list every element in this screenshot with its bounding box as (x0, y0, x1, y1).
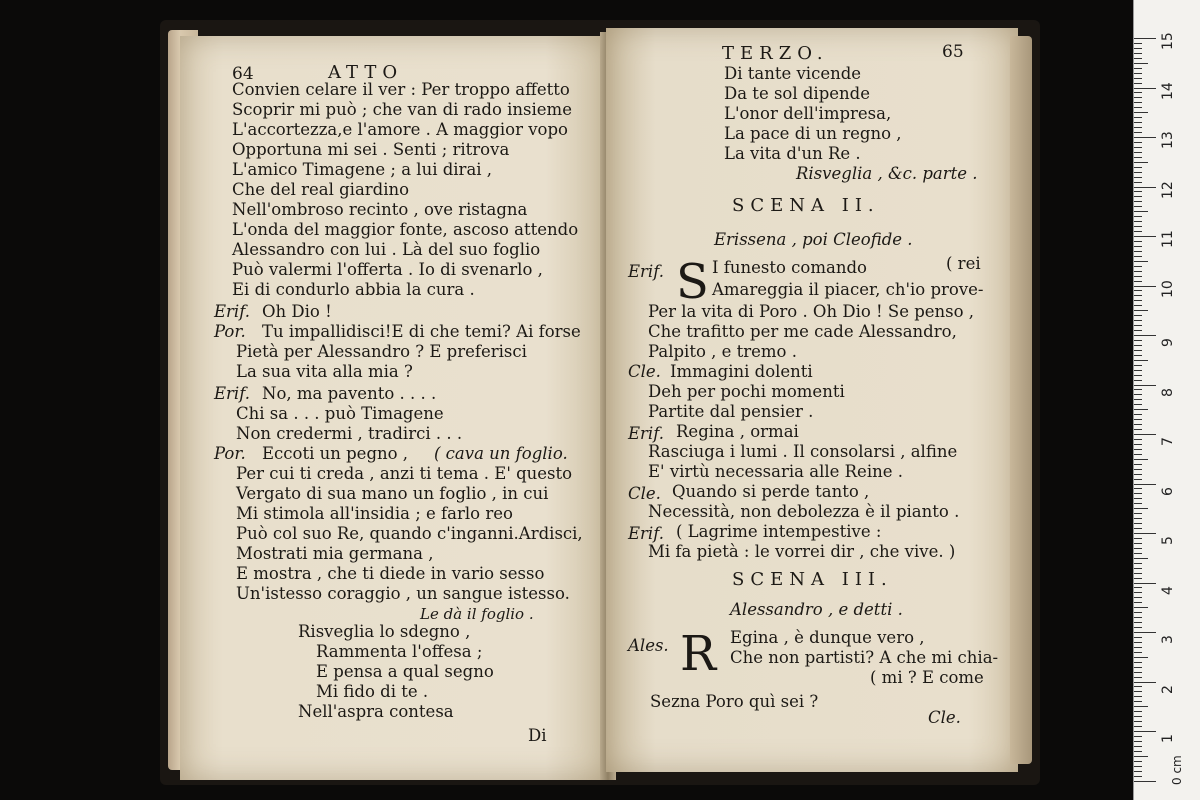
aria-line: La vita d'un Re . (724, 144, 861, 163)
aria-line: Rammenta l'offesa ; (316, 642, 483, 661)
ruler-tick (1134, 147, 1142, 148)
aria-end: Risveglia , &c. parte . (796, 164, 978, 183)
ruler-tick (1134, 409, 1148, 410)
ruler-tick (1134, 315, 1142, 316)
text-line: Necessità, non debolezza è il pianto . (648, 502, 960, 521)
ruler-tick (1134, 132, 1142, 133)
text-line: Che del real giardino (232, 180, 410, 199)
ruler-tick (1134, 528, 1142, 529)
text-line: Può valermi l'offerta . Io di svenarlo , (232, 260, 543, 279)
ruler-tick (1134, 736, 1142, 737)
ruler-tick (1134, 602, 1142, 603)
ruler-tick (1134, 558, 1148, 559)
ruler-tick (1134, 216, 1142, 217)
ruler-tick (1134, 266, 1142, 267)
text-line: Palpito , e tremo . (648, 342, 797, 361)
ruler-tick (1134, 271, 1142, 272)
ruler-tick (1134, 568, 1142, 569)
aria-line: Di tante vicende (724, 64, 862, 83)
ruler-tick (1134, 716, 1142, 717)
ruler-tick (1134, 553, 1142, 554)
ruler-tick (1134, 573, 1142, 574)
ruler-tick (1134, 394, 1142, 395)
ruler-tick (1134, 508, 1148, 509)
ruler-tick (1134, 583, 1156, 584)
ruler-unit-label: 0 cm (1170, 755, 1184, 785)
ruler-tick (1134, 627, 1142, 628)
ruler-tick (1134, 682, 1156, 683)
ruler-tick (1134, 781, 1156, 782)
ruler-tick (1134, 325, 1142, 326)
ruler-tick (1134, 464, 1142, 465)
ruler-tick (1134, 370, 1142, 371)
ruler-tick (1134, 350, 1142, 351)
ruler-tick (1134, 474, 1142, 475)
ruler-tick (1134, 686, 1142, 687)
ruler-tick (1134, 488, 1142, 489)
ruler-tick (1134, 375, 1142, 376)
speaker-cle: Cle. (628, 362, 661, 381)
ruler-tick (1134, 523, 1142, 524)
ruler-tick (1134, 751, 1142, 752)
text-line: E' virtù necessaria alle Reine . (648, 462, 903, 481)
speaker-erif: Erif. (628, 262, 664, 281)
ruler-tick (1134, 563, 1142, 564)
speaker-erif: Erif. (214, 302, 250, 321)
text-line: Rasciuga i lumi . Il consolarsi , alfine (648, 442, 958, 461)
ruler-tick (1134, 637, 1142, 638)
ruler-tick (1134, 414, 1142, 415)
ruler-tick (1134, 68, 1142, 69)
ruler-tick (1134, 360, 1148, 361)
ruler-tick (1134, 112, 1148, 113)
speaker-cle: Cle. (628, 484, 661, 503)
ruler-tick (1134, 172, 1142, 173)
ruler-tick (1134, 459, 1148, 460)
ruler-tick (1134, 295, 1142, 296)
text-line: Che non partisti? A che mi chia- (730, 648, 999, 667)
text-line: Vergato di sua mano un foglio , in cui (236, 484, 549, 503)
ruler-tick (1134, 305, 1142, 306)
ruler-tick (1134, 741, 1142, 742)
catchword: Di (528, 726, 547, 745)
ruler-tick (1134, 221, 1142, 222)
ruler-tick (1134, 276, 1142, 277)
ruler-tick (1134, 102, 1142, 103)
ruler-tick (1134, 578, 1142, 579)
text-line: Sezna Poro quì sei ? (650, 692, 819, 711)
text-line: Per la vita di Poro . Oh Dio ! Se penso , (648, 302, 975, 321)
aria-line: La pace di un regno , (724, 124, 902, 143)
text-line: L'accortezza,e l'amore . A maggior vopo (232, 120, 568, 139)
ruler-tick (1134, 261, 1148, 262)
ruler-tick (1134, 345, 1142, 346)
turnover: ( mi ? E come (870, 668, 984, 687)
ruler-tick (1134, 231, 1142, 232)
ruler-tick (1134, 632, 1156, 633)
ruler-tick (1134, 543, 1142, 544)
ruler-tick (1134, 766, 1142, 767)
ruler-tick (1134, 206, 1142, 207)
ruler-number: 8 (1160, 387, 1176, 397)
ruler-tick (1134, 251, 1142, 252)
ruler-tick (1134, 177, 1142, 178)
ruler-tick (1134, 424, 1142, 425)
ruler-tick (1134, 365, 1142, 366)
ruler-tick (1134, 533, 1156, 534)
ruler-tick (1134, 548, 1142, 549)
ruler-tick (1134, 211, 1148, 212)
text-line: Che trafitto per me cade Alessandro, (648, 322, 957, 341)
text-line: Tu impallidisci!E di che temi? Ai forse (262, 322, 581, 341)
ruler-tick (1134, 454, 1142, 455)
speaker-por: Por. (214, 444, 246, 463)
ruler-number: 15 (1160, 32, 1176, 50)
ruler-tick (1134, 587, 1142, 588)
ruler-tick (1134, 538, 1142, 539)
aria-line: Nell'aspra contesa (298, 702, 454, 721)
ruler-tick (1134, 187, 1156, 188)
ruler-tick (1134, 399, 1142, 400)
ruler-tick (1134, 513, 1142, 514)
ruler-tick (1134, 607, 1148, 608)
ruler-number: 5 (1160, 536, 1176, 545)
ruler-tick (1134, 711, 1142, 712)
text-line: Ei di condurlo abbia la cura . (232, 280, 475, 299)
ruler-tick (1134, 53, 1142, 54)
scene-heading: SCENA III. (732, 569, 893, 590)
aria-line: Mi fido di te . (316, 682, 429, 701)
ruler-tick (1134, 503, 1142, 504)
left-page (180, 36, 610, 780)
ruler-tick (1134, 776, 1142, 777)
ruler-tick (1134, 404, 1142, 405)
text-line: Chi sa . . . può Timagene (236, 404, 444, 423)
ruler-tick (1134, 771, 1142, 772)
text-line: Può col suo Re, quando c'inganni.Ardisci, (236, 524, 583, 543)
ruler-tick (1134, 652, 1142, 653)
left-running-head: ATTO (328, 62, 404, 83)
ruler-tick (1134, 83, 1142, 84)
ruler-tick (1134, 241, 1142, 242)
speaker-erif: Erif. (628, 424, 664, 443)
text-line: Alessandro con lui . Là del suo foglio (232, 240, 541, 259)
ruler-tick (1134, 592, 1142, 593)
drop-cap: S (676, 254, 709, 310)
ruler-tick (1134, 726, 1142, 727)
ruler-tick (1134, 434, 1156, 435)
speaker-erif: Erif. (214, 384, 250, 403)
ruler-tick (1134, 612, 1142, 613)
ruler-tick (1134, 419, 1142, 420)
right-running-head: TERZO. (722, 43, 829, 64)
ruler-number: 3 (1160, 635, 1176, 644)
text-line: Mi stimola all'insidia ; e farlo reo (236, 504, 513, 523)
ruler-tick (1134, 597, 1142, 598)
text-line: E mostra , che ti diede in vario sesso (236, 564, 545, 583)
ruler-number: 14 (1160, 81, 1176, 100)
text-line: Un'istesso coraggio , un sangue istesso. (236, 584, 570, 603)
ruler-tick (1134, 88, 1156, 89)
ruler-number: 11 (1160, 230, 1176, 248)
speaker-ales: Ales. (628, 636, 669, 655)
turnover: ( rei (946, 254, 981, 273)
ruler-tick (1134, 662, 1142, 663)
ruler-tick (1134, 672, 1142, 673)
aria-line: E pensa a qual segno (316, 662, 494, 681)
ruler-tick (1134, 479, 1142, 480)
text-line: Opportuna mi sei . Senti ; ritrova (232, 140, 510, 159)
text-line: Mostrati mia germana , (236, 544, 434, 563)
text-line: Mi fa pietà : le vorrei dir , che vive. ) (648, 542, 956, 561)
ruler-tick (1134, 63, 1148, 64)
ruler-tick (1134, 78, 1142, 79)
ruler-tick (1134, 226, 1142, 227)
ruler-tick (1134, 518, 1142, 519)
ruler-tick (1134, 355, 1142, 356)
ruler-tick (1134, 667, 1142, 668)
scene-characters: Alessandro , e detti . (730, 600, 903, 619)
ruler-number: 12 (1160, 180, 1176, 199)
ruler-tick (1134, 677, 1142, 678)
ruler-tick (1134, 191, 1142, 192)
text-line: Per cui ti creda , anzi ti tema . E' questo (236, 464, 573, 483)
text-line: Quando si perde tanto , (672, 482, 870, 501)
text-line: L'onda del maggior fonte, ascoso attendo (232, 220, 579, 239)
catchword: Cle. (928, 708, 961, 727)
ruler-number: 6 (1160, 486, 1176, 496)
ruler-tick (1134, 449, 1142, 450)
text-line: La sua vita alla mia ? (236, 362, 413, 381)
text-line: Convien celare il ver : Per troppo affetto (232, 80, 570, 99)
text-line: L'amico Timagene ; a lui dirai , (232, 160, 493, 179)
ruler-number: 2 (1160, 684, 1176, 694)
ruler-tick (1134, 622, 1142, 623)
text-line: Non credermi , tradirci . . . (236, 424, 463, 443)
scene-heading: SCENA II. (732, 195, 880, 216)
text-line: Deh per pochi momenti (648, 382, 845, 401)
ruler-tick (1134, 73, 1142, 74)
ruler-tick (1134, 429, 1142, 430)
left-page-number: 64 (232, 64, 254, 84)
ruler-tick (1134, 731, 1156, 732)
ruler-tick (1134, 286, 1156, 287)
ruler-tick (1134, 330, 1142, 331)
ruler-tick (1134, 691, 1142, 692)
right-page-number: 65 (942, 42, 964, 62)
ruler-tick (1134, 290, 1142, 291)
ruler-tick (1134, 340, 1142, 341)
ruler-tick (1134, 484, 1156, 485)
stage-direction: Le dà il foglio . (420, 605, 534, 623)
ruler-number: 4 (1160, 585, 1176, 595)
text-line: Regina , ormai (676, 422, 799, 441)
ruler-tick (1134, 281, 1142, 282)
ruler-tick (1134, 58, 1142, 59)
ruler-tick (1134, 152, 1142, 153)
ruler-tick (1134, 167, 1142, 168)
ruler-tick (1134, 701, 1142, 702)
ruler-tick (1134, 498, 1142, 499)
page-edges-right (1010, 36, 1032, 764)
text-line: Pietà per Alessandro ? E preferisci (236, 342, 527, 361)
ruler-tick (1134, 201, 1142, 202)
ruler-tick (1134, 746, 1142, 747)
aria-line: Da te sol dipende (724, 84, 870, 103)
ruler-tick (1134, 721, 1142, 722)
ruler-tick (1134, 310, 1148, 311)
ruler-tick (1134, 117, 1142, 118)
ruler-tick (1134, 469, 1142, 470)
drop-cap: R (680, 626, 717, 682)
ruler-tick (1134, 48, 1142, 49)
ruler-tick (1134, 756, 1148, 757)
ruler-tick (1134, 335, 1156, 336)
stage-direction: ( cava un foglio. (434, 444, 568, 463)
ruler-tick (1134, 107, 1142, 108)
text-line: Immagini dolenti (670, 362, 813, 381)
right-page (606, 28, 1018, 772)
aria-line: Risveglia lo sdegno , (298, 622, 471, 641)
ruler-number: 10 (1160, 279, 1176, 298)
text-line: ( Lagrime intempestive : (676, 522, 882, 541)
ruler-tick (1134, 38, 1156, 39)
ruler-tick (1134, 385, 1156, 386)
ruler-tick (1134, 236, 1156, 237)
ruler-tick (1134, 706, 1148, 707)
ruler-tick (1134, 182, 1142, 183)
text-line: Nell'ombroso recinto , ove ristagna (232, 200, 528, 219)
ruler-tick (1134, 696, 1142, 697)
text-line: Amareggia il piacer, ch'io prove- (712, 280, 984, 299)
text-line: I funesto comando (712, 258, 867, 277)
ruler-tick (1134, 157, 1142, 158)
ruler-tick (1134, 97, 1142, 98)
ruler-tick (1134, 162, 1148, 163)
ruler-number: 7 (1160, 437, 1176, 446)
ruler-tick (1134, 320, 1142, 321)
ruler-tick (1134, 256, 1142, 257)
ruler-tick (1134, 43, 1142, 44)
ruler-tick (1134, 761, 1142, 762)
text-line: Scoprir mi può ; che van di rado insieme (232, 100, 572, 119)
aria-line: L'onor dell'impresa, (724, 104, 892, 123)
ruler-tick (1134, 127, 1142, 128)
ruler-tick (1134, 493, 1142, 494)
speaker-por: Por. (214, 322, 246, 341)
ruler-tick (1134, 444, 1142, 445)
ruler-tick (1134, 122, 1142, 123)
ruler-tick (1134, 142, 1142, 143)
text-line: Egina , è dunque vero , (730, 628, 925, 647)
text-line: Partite dal pensier . (648, 402, 814, 421)
ruler-tick (1134, 647, 1142, 648)
ruler-tick (1134, 246, 1142, 247)
ruler-tick (1134, 92, 1142, 93)
speaker-erif: Erif. (628, 524, 664, 543)
ruler-number: 13 (1160, 131, 1176, 149)
ruler-tick (1134, 617, 1142, 618)
scene-characters: Erissena , poi Cleofide . (714, 230, 913, 249)
ruler-number: 9 (1160, 338, 1176, 347)
text-line: No, ma pavento . . . . (262, 384, 437, 403)
ruler-tick (1134, 300, 1142, 301)
ruler-tick (1134, 380, 1142, 381)
ruler-tick (1134, 439, 1142, 440)
ruler-tick (1134, 642, 1142, 643)
ruler-tick (1134, 657, 1148, 658)
ruler-tick (1134, 389, 1142, 390)
text-line: Oh Dio ! (262, 302, 332, 321)
ruler-tick (1134, 196, 1142, 197)
measuring-ruler (1133, 0, 1200, 800)
ruler-number: 1 (1160, 734, 1176, 743)
text-line: Eccoti un pegno , (262, 444, 409, 463)
ruler-tick (1134, 137, 1156, 138)
